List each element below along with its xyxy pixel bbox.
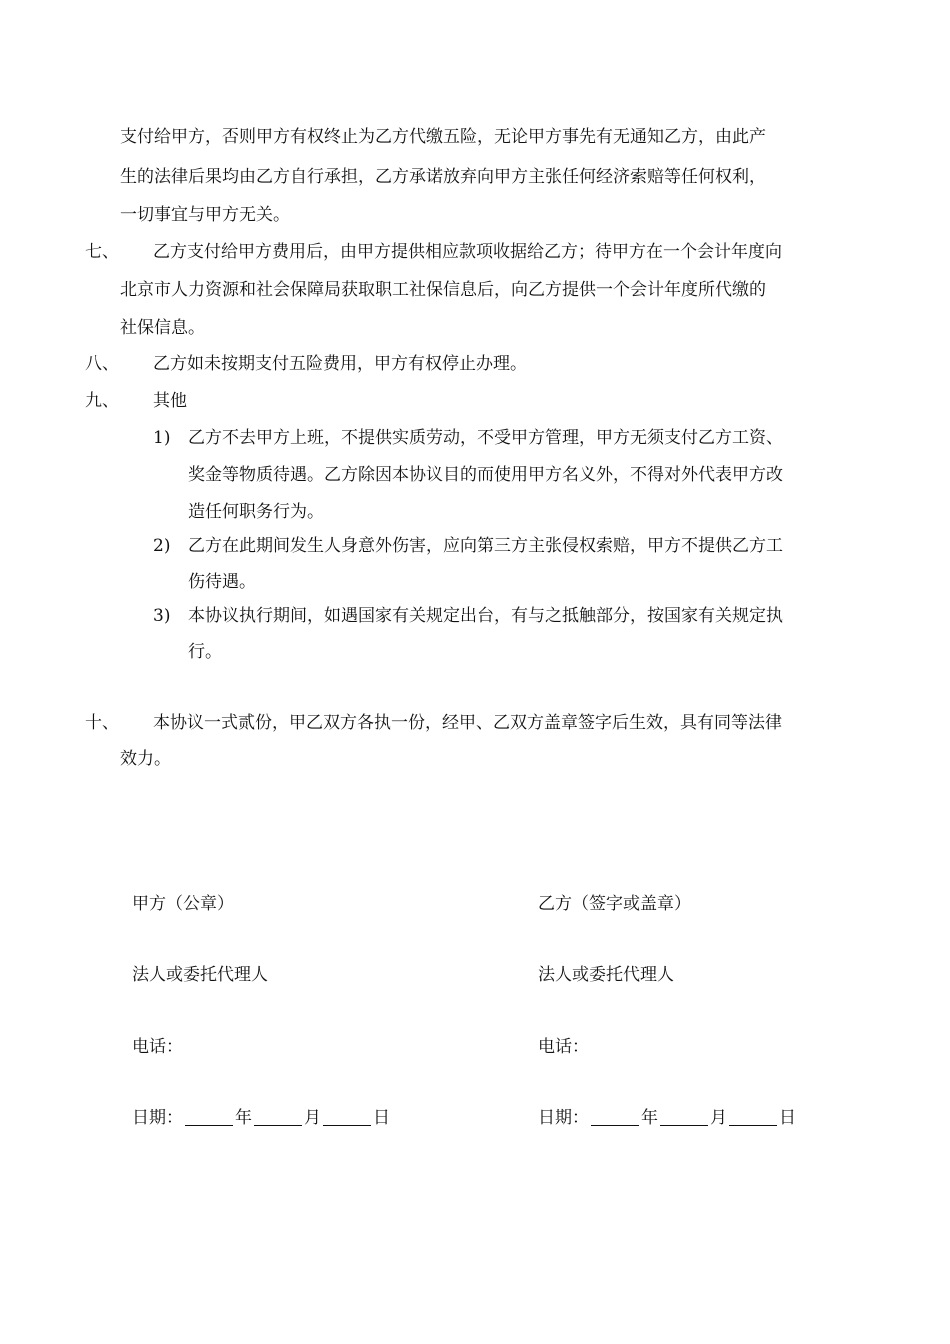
party-b-date-label: 日期：: [538, 1108, 589, 1128]
party-a-month-blank: [254, 1109, 302, 1126]
clause-ten-line-2: 效力。: [120, 749, 171, 769]
clause-ten-line-1: 本协议一式贰份，甲乙双方各执一份，经甲、乙双方盖章签字后生效，具有同等法律: [153, 713, 782, 733]
clause-nine-line-1: 其他: [153, 391, 187, 411]
party-b-day-label: 日: [779, 1108, 796, 1128]
party-a-date: [132, 1107, 390, 1129]
party-a-year-label: 年: [235, 1108, 252, 1128]
party-b-day-blank: [729, 1109, 777, 1126]
party-b-year-blank: [591, 1109, 639, 1126]
clause-cont-line-3: 一切事宜与甲方无关。: [120, 205, 290, 225]
clause-nine-item-3-line-2: 行。: [188, 642, 222, 662]
clause-eight-line-1: 乙方如未按期支付五险费用，甲方有权停止办理。: [153, 354, 527, 374]
party-a-phone: 电话：: [132, 1037, 183, 1057]
party-a-year-blank: [185, 1109, 233, 1126]
party-a-month-label: 月: [304, 1108, 321, 1128]
clause-cont-line-1: 支付给甲方，否则甲方有权终止为乙方代缴五险，无论甲方事先有无通知乙方，由此产: [120, 127, 766, 147]
party-b-phone: 电话：: [538, 1037, 589, 1057]
clause-seven-line-1: 乙方支付给甲方费用后，由甲方提供相应款项收据给乙方；待甲方在一个会计年度向: [153, 242, 782, 262]
party-b-title: 乙方（签字或盖章）: [538, 894, 691, 914]
party-a-day-label: 日: [373, 1108, 390, 1128]
clause-cont-line-2: 生的法律后果均由乙方自行承担，乙方承诺放弃向甲方主张任何经济索赔等任何权利，: [120, 167, 766, 187]
party-a-representative: 法人或委托代理人: [132, 965, 268, 985]
clause-nine-item-1-line-3: 造任何职务行为。: [188, 502, 324, 522]
clause-nine-item-2-line-2: 伤待遇。: [188, 572, 256, 592]
party-a-date-label: 日期：: [132, 1108, 183, 1128]
clause-seven-line-2: 北京市人力资源和社会保障局获取职工社保信息后，向乙方提供一个会计年度所代缴的: [120, 280, 766, 300]
party-b-representative: 法人或委托代理人: [538, 965, 674, 985]
clause-nine-item-3-number: 3): [153, 606, 171, 626]
party-b-date: [538, 1107, 796, 1129]
party-a-title: 甲方（公章）: [132, 894, 234, 914]
party-b-year-label: 年: [641, 1108, 658, 1128]
clause-nine-item-3-line-1: 本协议执行期间，如遇国家有关规定出台，有与之抵触部分，按国家有关规定执: [188, 606, 783, 626]
clause-ten-number: 十、: [85, 713, 119, 733]
clause-nine-item-1-number: 1): [153, 428, 171, 448]
clause-nine-item-1-line-2: 奖金等物质待遇。乙方除因本协议目的而使用甲方名义外，不得对外代表甲方改: [188, 465, 783, 485]
party-b-month-label: 月: [710, 1108, 727, 1128]
clause-nine-number: 九、: [85, 391, 119, 411]
clause-nine-item-1-line-1: 乙方不去甲方上班，不提供实质劳动，不受甲方管理，甲方无须支付乙方工资、: [188, 428, 783, 448]
clause-nine-item-2-line-1: 乙方在此期间发生人身意外伤害，应向第三方主张侵权索赔，甲方不提供乙方工: [188, 536, 783, 556]
clause-seven-number: 七、: [85, 242, 119, 262]
clause-nine-item-2-number: 2): [153, 536, 171, 556]
party-a-day-blank: [323, 1109, 371, 1126]
clause-seven-line-3: 社保信息。: [120, 318, 205, 338]
party-b-month-blank: [660, 1109, 708, 1126]
clause-eight-number: 八、: [85, 354, 119, 374]
